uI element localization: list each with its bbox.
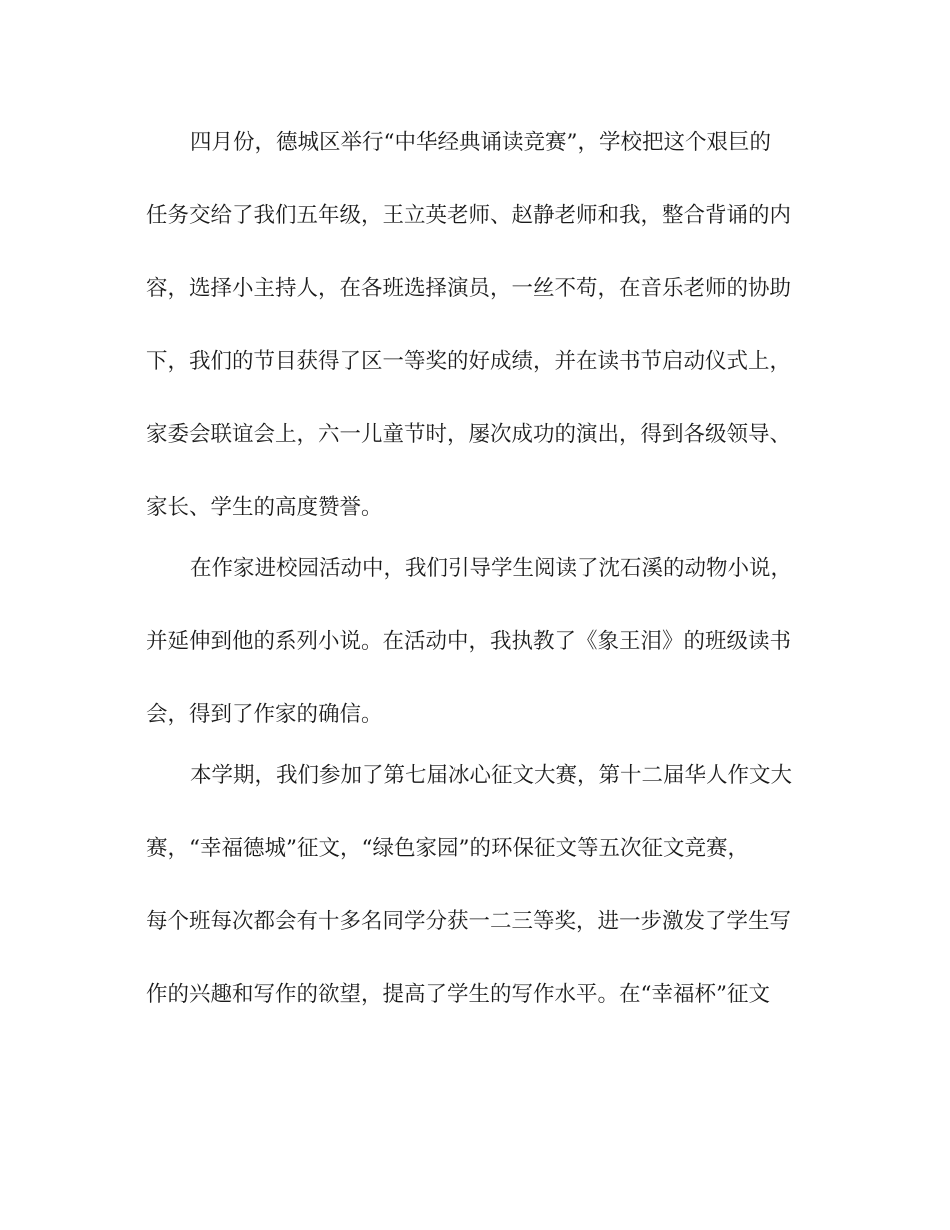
paragraph-1-line-6: 家长、学生的高度赞誉。 xyxy=(146,495,383,520)
paragraph-3-line-4: 作的兴趣和写作的欲望，提高了学生的写作水平。在“幸福杯”征文 xyxy=(146,982,770,1007)
paragraph-1-line-4: 下，我们的节目获得了区一等奖的好成绩，并在读书节启动仪式上， xyxy=(146,349,792,374)
paragraph-1-line-3: 容，选择小主持人，在各班选择演员，一丝不苟，在音乐老师的协助 xyxy=(146,276,792,301)
paragraph-3-line-2: 赛，“幸福德城”征文，“绿色家园”的环保征文等五次征文竞赛， xyxy=(146,836,749,861)
paragraph-3-line-1: 本学期，我们参加了第七届冰心征文大赛，第十二届华人作文大 xyxy=(190,763,793,788)
paragraph-1-line-5: 家委会联谊会上，六一儿童节时，屡次成功的演出，得到各级领导、 xyxy=(146,422,792,447)
paragraph-3-line-3: 每个班每次都会有十多名同学分获一二三等奖，进一步激发了学生写 xyxy=(146,909,792,934)
paragraph-2-line-1: 在作家进校园活动中，我们引导学生阅读了沈石溪的动物小说， xyxy=(190,556,793,581)
paragraph-1-line-1: 四月份，德城区举行“中华经典诵读竞赛”，学校把这个艰巨的 xyxy=(190,130,771,155)
paragraph-2-line-3: 会，得到了作家的确信。 xyxy=(146,702,383,727)
paragraph-1-line-2: 任务交给了我们五年级，王立英老师、赵静老师和我，整合背诵的内 xyxy=(146,203,792,228)
paragraph-2-line-2: 并延伸到他的系列小说。在活动中，我执教了《象王泪》的班级读书 xyxy=(146,629,792,654)
